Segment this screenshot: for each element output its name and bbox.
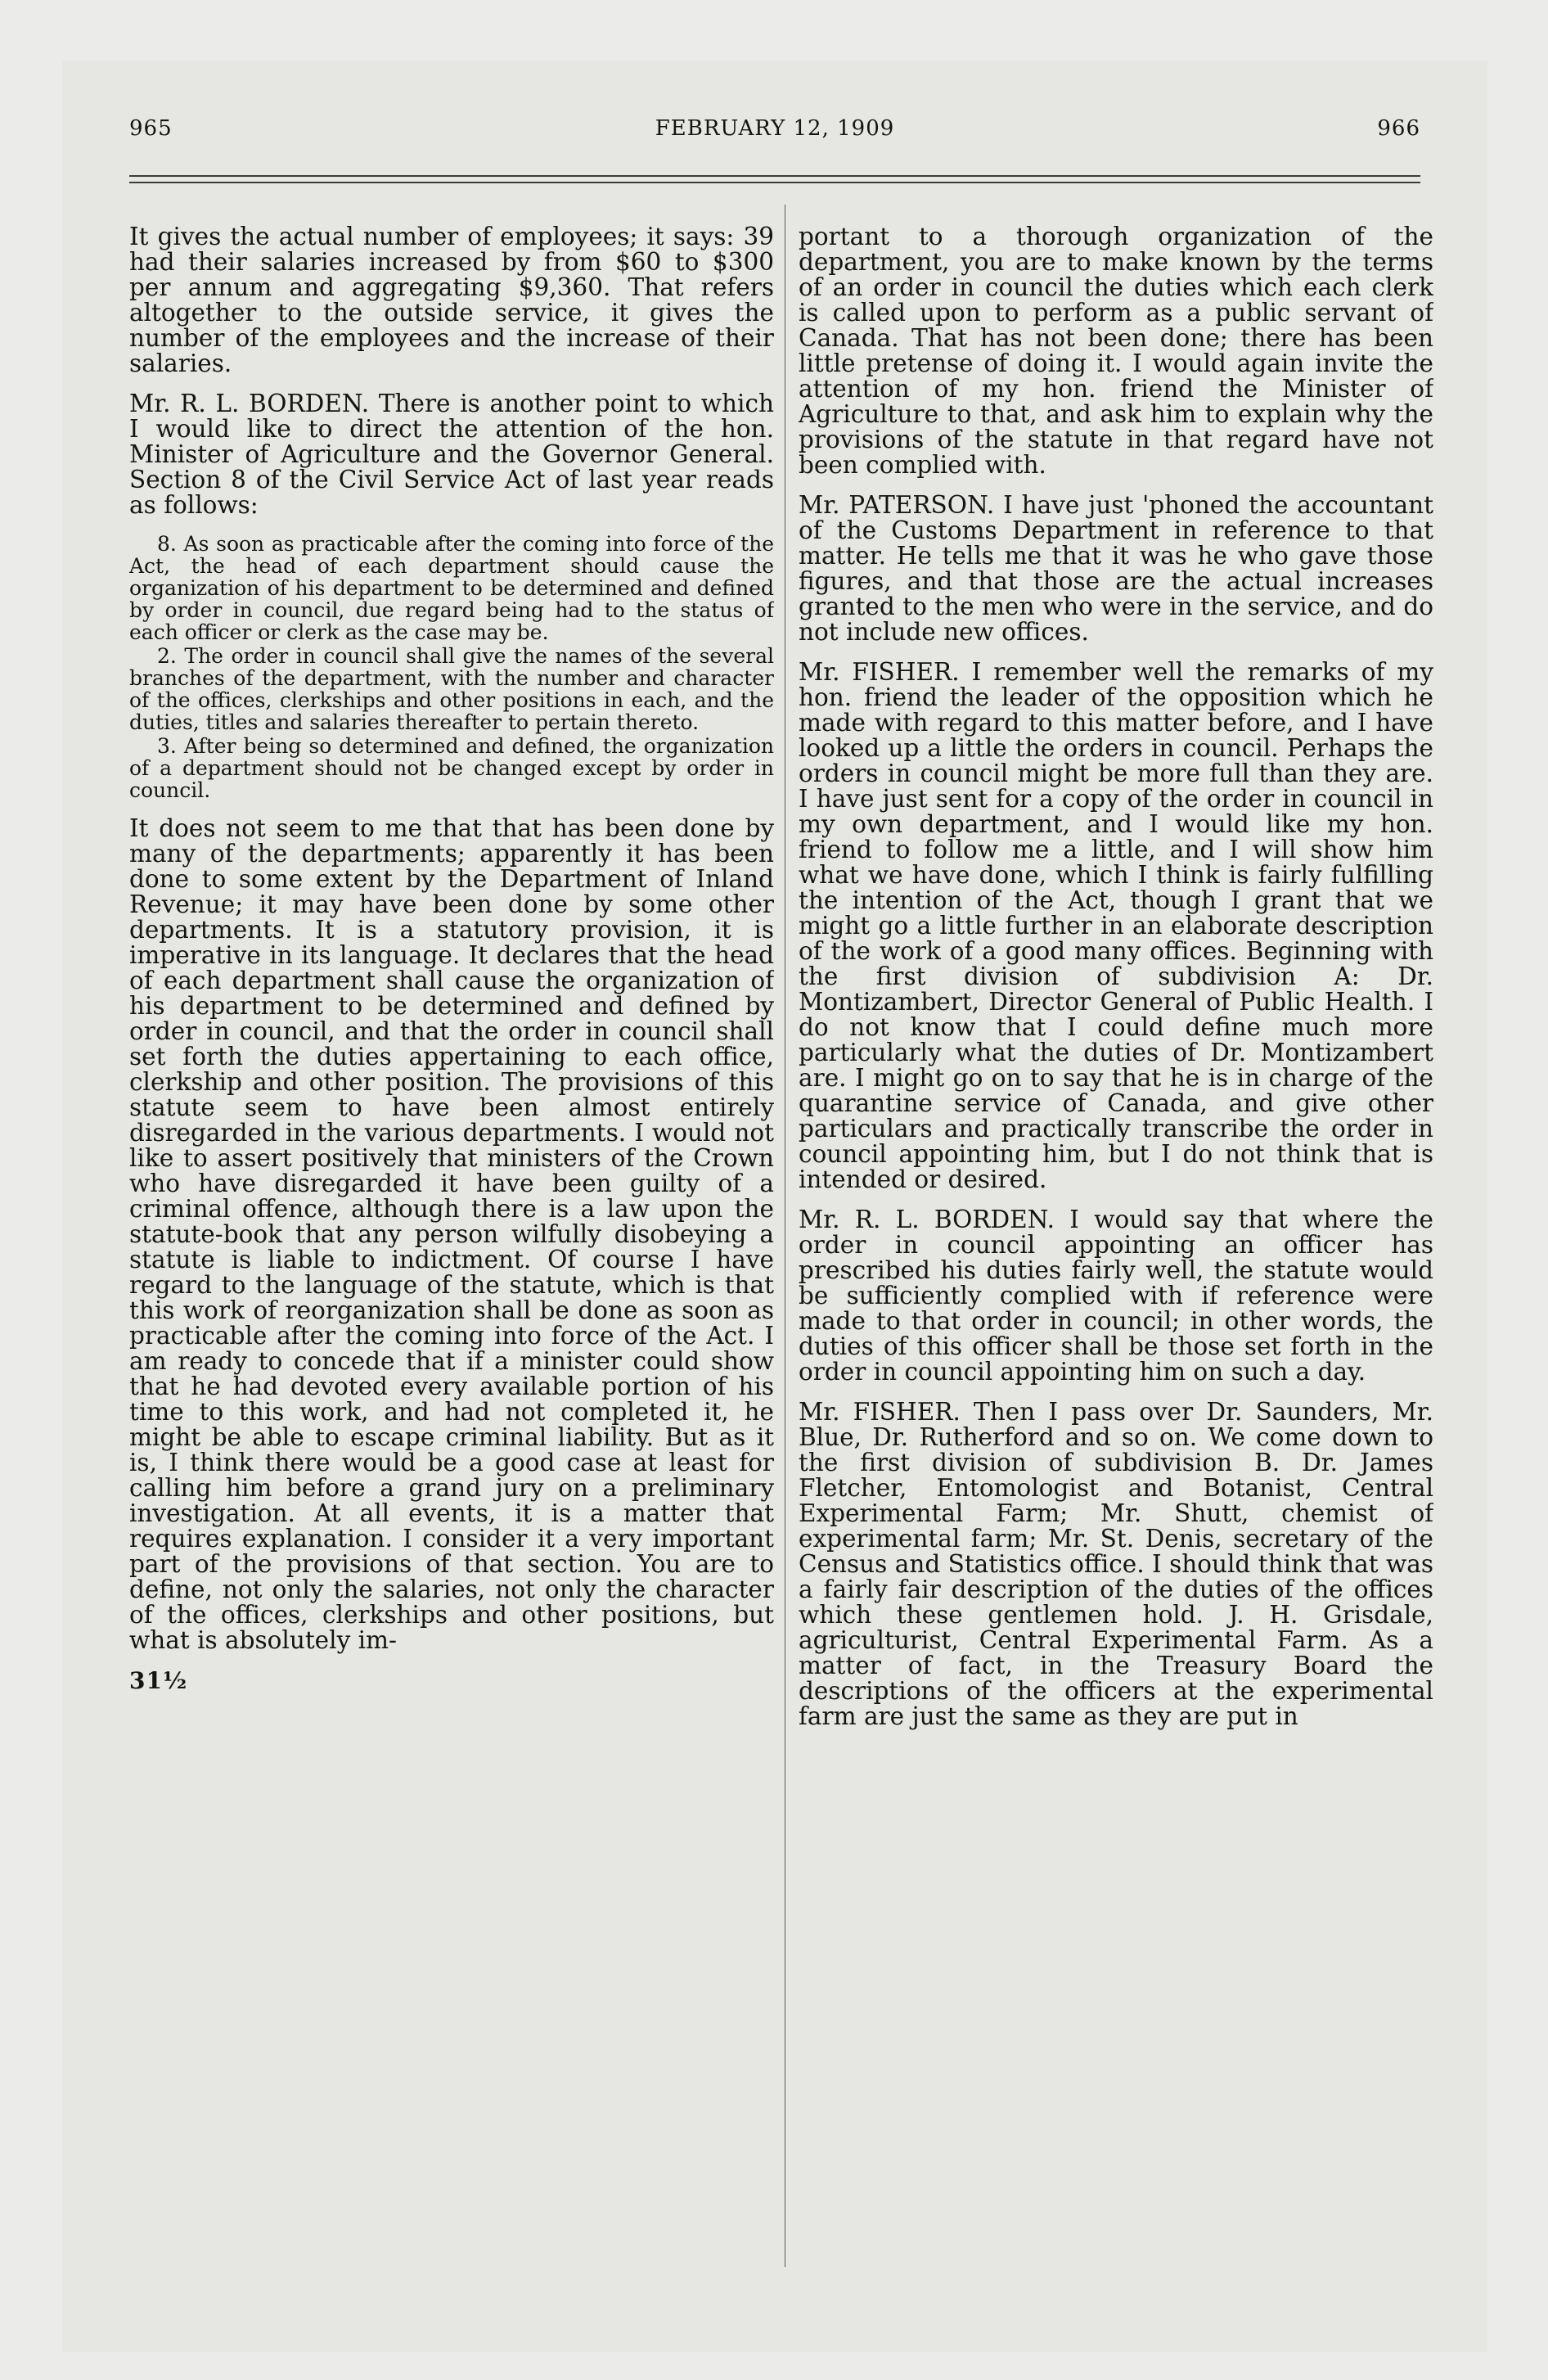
running-header <box>129 116 1420 149</box>
header-rule-top <box>129 175 1420 177</box>
paragraph: Mr. R. L. BORDEN. There is another point to which I would like to direct the attention of the hon. Minister of Agriculture and the Governor General. Section 8 of the Civil Service Act of last year reads as follows: <box>129 390 774 519</box>
left-column <box>129 224 774 2254</box>
page-number-left: 965 <box>129 116 173 141</box>
paragraph: Mr. FISHER. Then I pass over Dr. Saunders, Mr. Blue, Dr. Rutherford and so on. We come down to the first division of subdivision B. Dr. James Fletcher, Entomologist and Botanist, Central Experimental Farm; Mr. Shutt, chemist of experimental farm; Mr. St. Denis, secretary of the Census and Statistics office. I should think that was a fairly fair description of the duties of the offices which these gentlemen hold. J. H. Grisdale, agriculturist, Central Experimental Farm. As a matter of fact, in the Treasury Board the descriptions of the officers at the experimental farm are just the same as they are put in <box>799 1398 1433 1730</box>
paragraph: Mr. R. L. BORDEN. I would say that where the order in council appointing an officer has prescribed his duties fairly well, the statute would be sufficiently complied with if reference were made to that order in council; in other words, the duties of this officer shall be those set forth in the order in council appointing him on such a day. <box>799 1206 1433 1386</box>
paragraph: It gives the actual number of employees; it says: 39 had their salaries increased by from $60 to $300 per annum and aggregating $9,360. That refers altogether to the outside service, it gives the number of the employees and the increase of their salaries. <box>129 224 774 377</box>
page <box>62 61 1487 2352</box>
right-column <box>799 224 1433 2254</box>
header-rule-bottom <box>129 182 1420 183</box>
quoted-section: 2. The order in council shall give the names of the several branches of the department, with the number and character of the offices, clerkships and other positions in each, and the duties, titles and salaries thereafter to pertain thereto. <box>129 644 774 734</box>
paragraph: It does not seem to me that that has been done by many of the departments; apparently it has been done to some extent by the Department of Inland Revenue; it may have been done by some other departments. It is a statutory provision, it is imperative in its language. It declares that the head of each department shall cause the organization of his department to be determined and defined by order in council, and that the order in council shall set forth the duties appertaining to each office, clerkship and other position. The provisions of this statute seem to have been almost entirely disregarded in the various departments. I would not like to assert positively that ministers of the Crown who have disregarded it have been guilty of a criminal offence, although there is a law upon the statute-book that any person wilfully disobeying a statute is liable to indictment. Of course I have regard to the language of the statute, which is that this work of reorganization shall be done as soon as practicable after the coming into force of the Act. I am ready to concede that if a minister could show that he had devoted every available portion of his time to this work, and had not completed it, he might be able to escape criminal liability. But as it is, I think there would be a good case at least for calling him before a grand jury on a preliminary investigation. At all events, it is a matter that requires explanation. I consider it a very important part of the provisions of that section. You are to define, not only the salaries, not only the character of the offices, clerkships and other positions, but what is absolutely im- <box>129 814 774 1654</box>
quoted-section: 8. As soon as practicable after the coming into force of the Act, the head of each department should cause the organization of his department to be determined and defined by order in council, due regard being had to the status of each officer or clerk as the case may be. <box>129 532 774 644</box>
header-date: FEBRUARY 12, 1909 <box>655 116 895 141</box>
paragraph: Mr. FISHER. I remember well the remarks of my hon. friend the leader of the opposition which he made with regard to this matter before, and I have looked up a little the orders in council. Perhaps the orders in council might be more full than they are. I have just sent for a copy of the order in council in my own department, and I would like my hon. friend to follow me a little, and I will show him what we have done, which I think is fairly fulfilling the intention of the Act, though I grant that we might go a little further in an elaborate description of the work of a good many offices. Beginning with the first division of subdivision A: Dr. Montizambert, Director General of Public Health. I do not know that I could define much more particularly what the duties of Dr. Montizambert are. I might go on to say that he is in charge of the quarantine service of Canada, and give other particulars and practically transcribe the order in council appointing him, but I do not think that is intended or desired. <box>799 658 1433 1193</box>
paragraph: Mr. PATERSON. I have just 'phoned the accountant of the Customs Department in reference to that matter. He tells me that it was he who gave those figures, and that those are the actual increases granted to the men who were in the service, and do not include new offices. <box>799 491 1433 646</box>
paragraph: portant to a thorough organization of the department, you are to make known by the terms of an order in council the duties which each clerk is called upon to perform as a public servant of Canada. That has not been done; there has been little pretense of doing it. I would again invite the attention of my hon. friend the Minister of Agriculture to that, and ask him to explain why the provisions of the statute in that regard have not been complied with. <box>799 224 1433 479</box>
signature-mark: 31½ <box>129 1667 188 1694</box>
page-number-right: 966 <box>1377 116 1420 141</box>
quoted-section: 3. After being so determined and defined, the organization of a department should not be changed except by order in council. <box>129 734 774 802</box>
